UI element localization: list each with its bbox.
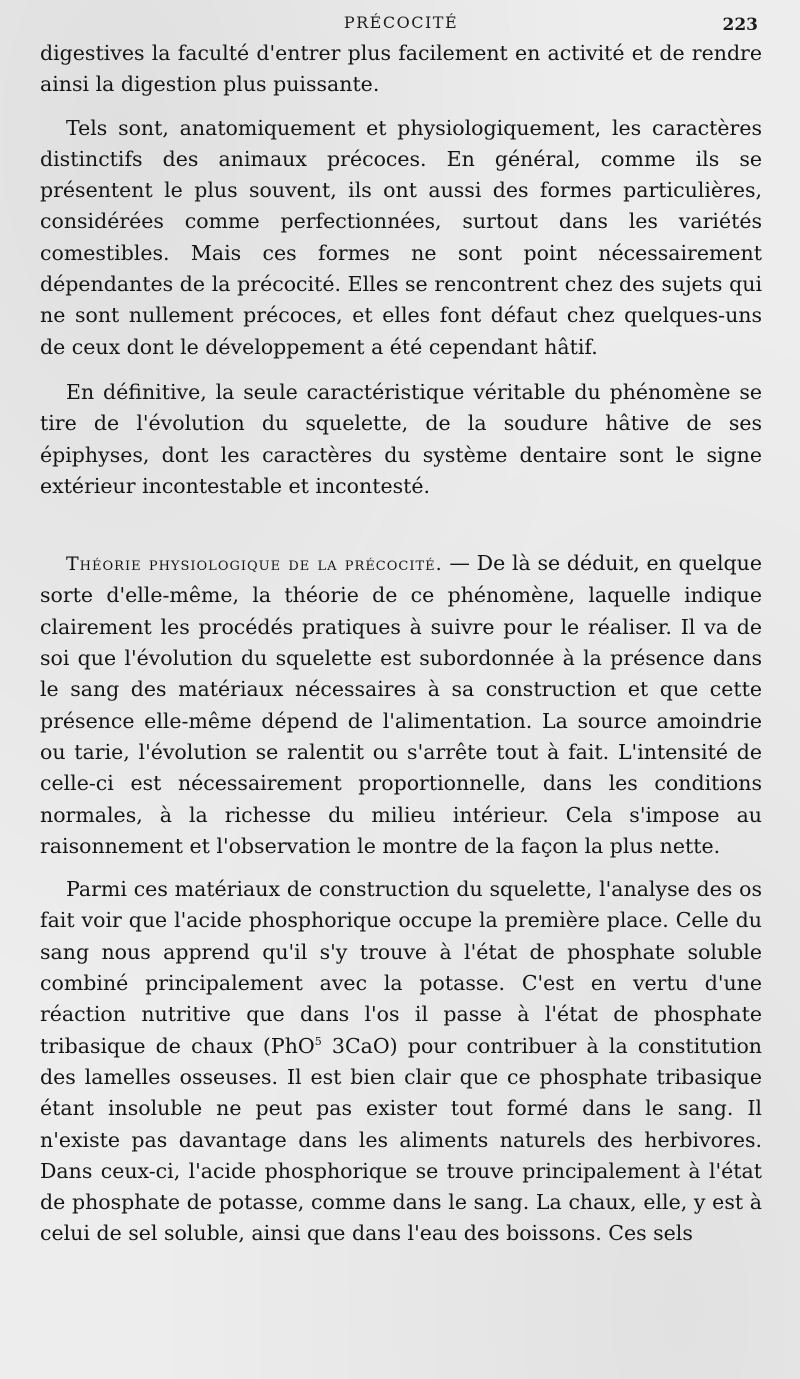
paragraph-text: — De là se déduit, en quelque sorte d'elle-même, la théorie de ce phénomène, laquelle indique clairement les procédés pratiques à suivre pour le réaliser. Il va de soi que l'évolution du squelette est subordonnée à la présence dans le sang des matériaux nécessaires à sa construction et que cette présence elle-même dépend de l'alimentation. La source amoindrie ou tarie, l'évolution se ralentit ou s'arrête tout à fait. L'intensité de celle-ci est nécessairement proportionnelle, dans les conditions normales, à la richesse du milieu intérieur. Cela s'impose au raisonnement et l'observation le montre de la façon la plus nette. (40, 551, 762, 858)
paragraph-text: digestives la faculté d'entrer plus facilement en activité et de rendre ainsi la digestion plus puissante. (40, 41, 762, 97)
paragraph-theory (40, 548, 762, 862)
running-title: PRÉCOCITÉ (343, 13, 459, 32)
paragraph-text: En définitive, la seule caractéristique véritable du phénomène se tire de l'évolution du squelette, de la soudure hâtive de ses épiphyses, dont les caractères du système dentaire sont le signe extérieur incontestable et incontesté. (40, 379, 762, 498)
page-number: 223 (722, 15, 758, 35)
paragraph-text: Parmi ces matériaux de construction du squelette, l'analyse des os fait voir que l'acide phosphorique occupe la première place. Celle du sang nous apprend qu'il s'y trouve à l'état de phosphate soluble combiné principalement avec la potasse. C'est en vertu d'une réaction nutritive que dans l'os il passe à l'état de phosphate tribasique de chaux (PhO (40, 877, 762, 1058)
paragraph-materials (40, 874, 762, 1250)
section-heading: Théorie physiologique de la précocité. (66, 553, 443, 576)
paragraph-text: Tels sont, anatomiquement et physiologiquement, les caractères distinctifs des animaux précoces. En général, comme ils se présentent le plus souvent, ils ont aussi des formes particulières, considérées comme perfectionnées, surtout dans les variétés comestibles. Mais ces formes ne sont point nécessairement dépendantes de la précocité. Elles se rencontrent chez des sujets qui ne sont nullement précoces, et elles font défaut chez quelques-uns de ceux dont le développement a été cependant hâtif. (40, 115, 762, 359)
page-header (40, 0, 762, 38)
paragraph-continuation (40, 38, 762, 101)
formula-superscript: 5 (314, 1034, 322, 1048)
paragraph-characteristics (40, 113, 762, 363)
paragraph-text: 3CaO) pour contribuer à la constitution des lamelles osseuses. Il est bien clair que ce phosphate tribasique étant insoluble ne peut pas exister tout formé dans le sang. Il n'existe pas davantage dans les aliments naturels des herbivores. Dans ceux-ci, l'acide phosphorique se trouve principalement à l'état de phosphate de potasse, comme dans le sang. La chaux, elle, y est à celui de sel soluble, ainsi que dans l'eau des boissons. Ces sels (40, 1033, 763, 1246)
paragraph-definition (40, 377, 762, 502)
